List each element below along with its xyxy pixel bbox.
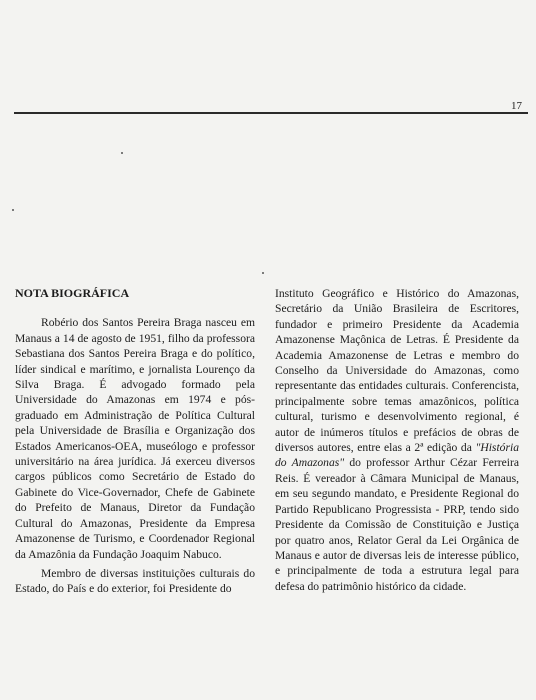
biography-paragraph-continued — [275, 286, 519, 594]
page-number: 17 — [511, 100, 522, 112]
scan-speck — [12, 209, 14, 211]
biography-paragraph-2: Membro de diversas instituições culturais do Estado, do País e do exterior, foi Presidente do — [15, 566, 255, 596]
left-column — [15, 286, 255, 597]
continued-text-part-2: do professor Arthur Cézar Ferreira Reis. É vereador à Câmara Municipal de Manaus, em seu segundo mandato, e Presidente Regional do Partido Republicano Progressista - PRP, tendo sido Presidente da Comissão de Constituição e Justiça por quatro anos, Relator Geral da Lei Orgânica de Manaus e autor de diversas leis de interesse público, e principalmente de toda a estrutura legal para defesa do patrimônio histórico da cidade. — [275, 456, 520, 593]
header-rule — [14, 112, 528, 114]
continued-text-part-1: Instituto Geográfico e Histórico do Amazonas, Secretário da União Brasileira de Escritores, fundador e primeiro Presidente da Academia Amazonense Maçônica de Letras. É Presidente da Academia Amazonense de Letras e membro do Conselho da Universidade do Amazonas, como representante das entidades culturais. Conferencista, principalmente sobre temas amazônicos, política cultural, turismo e desenvolvimento regional, é autor de inúmeros títulos e prefácios de obras de diversos autores, entre elas a 2ª edição da — [275, 287, 519, 455]
section-heading: NOTA BIOGRÁFICA — [15, 286, 130, 300]
scan-speck — [121, 152, 123, 154]
scan-speck — [262, 272, 264, 274]
book-title: "História do Amazonas" — [275, 441, 519, 470]
right-column — [275, 286, 519, 594]
biography-paragraph-1: Robério dos Santos Pereira Braga nasceu em Manaus a 14 de agosto de 1951, filho da professora Sebastiana dos Santos Pereira Braga e do político, líder sindical e marítimo, e jornalista Lourenço da Silva Braga. É advogado formado pela Universidade do Amazonas em 1974 e pós-graduado em Administração de Política Cultural pela Universidade de Brasília e Organização dos Estados Americanos-OEA, museólogo e professor universitário na área jurídica. Já exerceu diversos cargos públicos como Secretário de Estado do Gabinete do Vice-Governador, Chefe de Gabinete do Prefeito de Manaus, Diretor da Fundação Cultural do Amazonas, Presidente da Empresa Amazonense de Turismo, e Coordenador Regional da Amazônia da Fundação Joaquim Nabuco. — [15, 316, 255, 561]
